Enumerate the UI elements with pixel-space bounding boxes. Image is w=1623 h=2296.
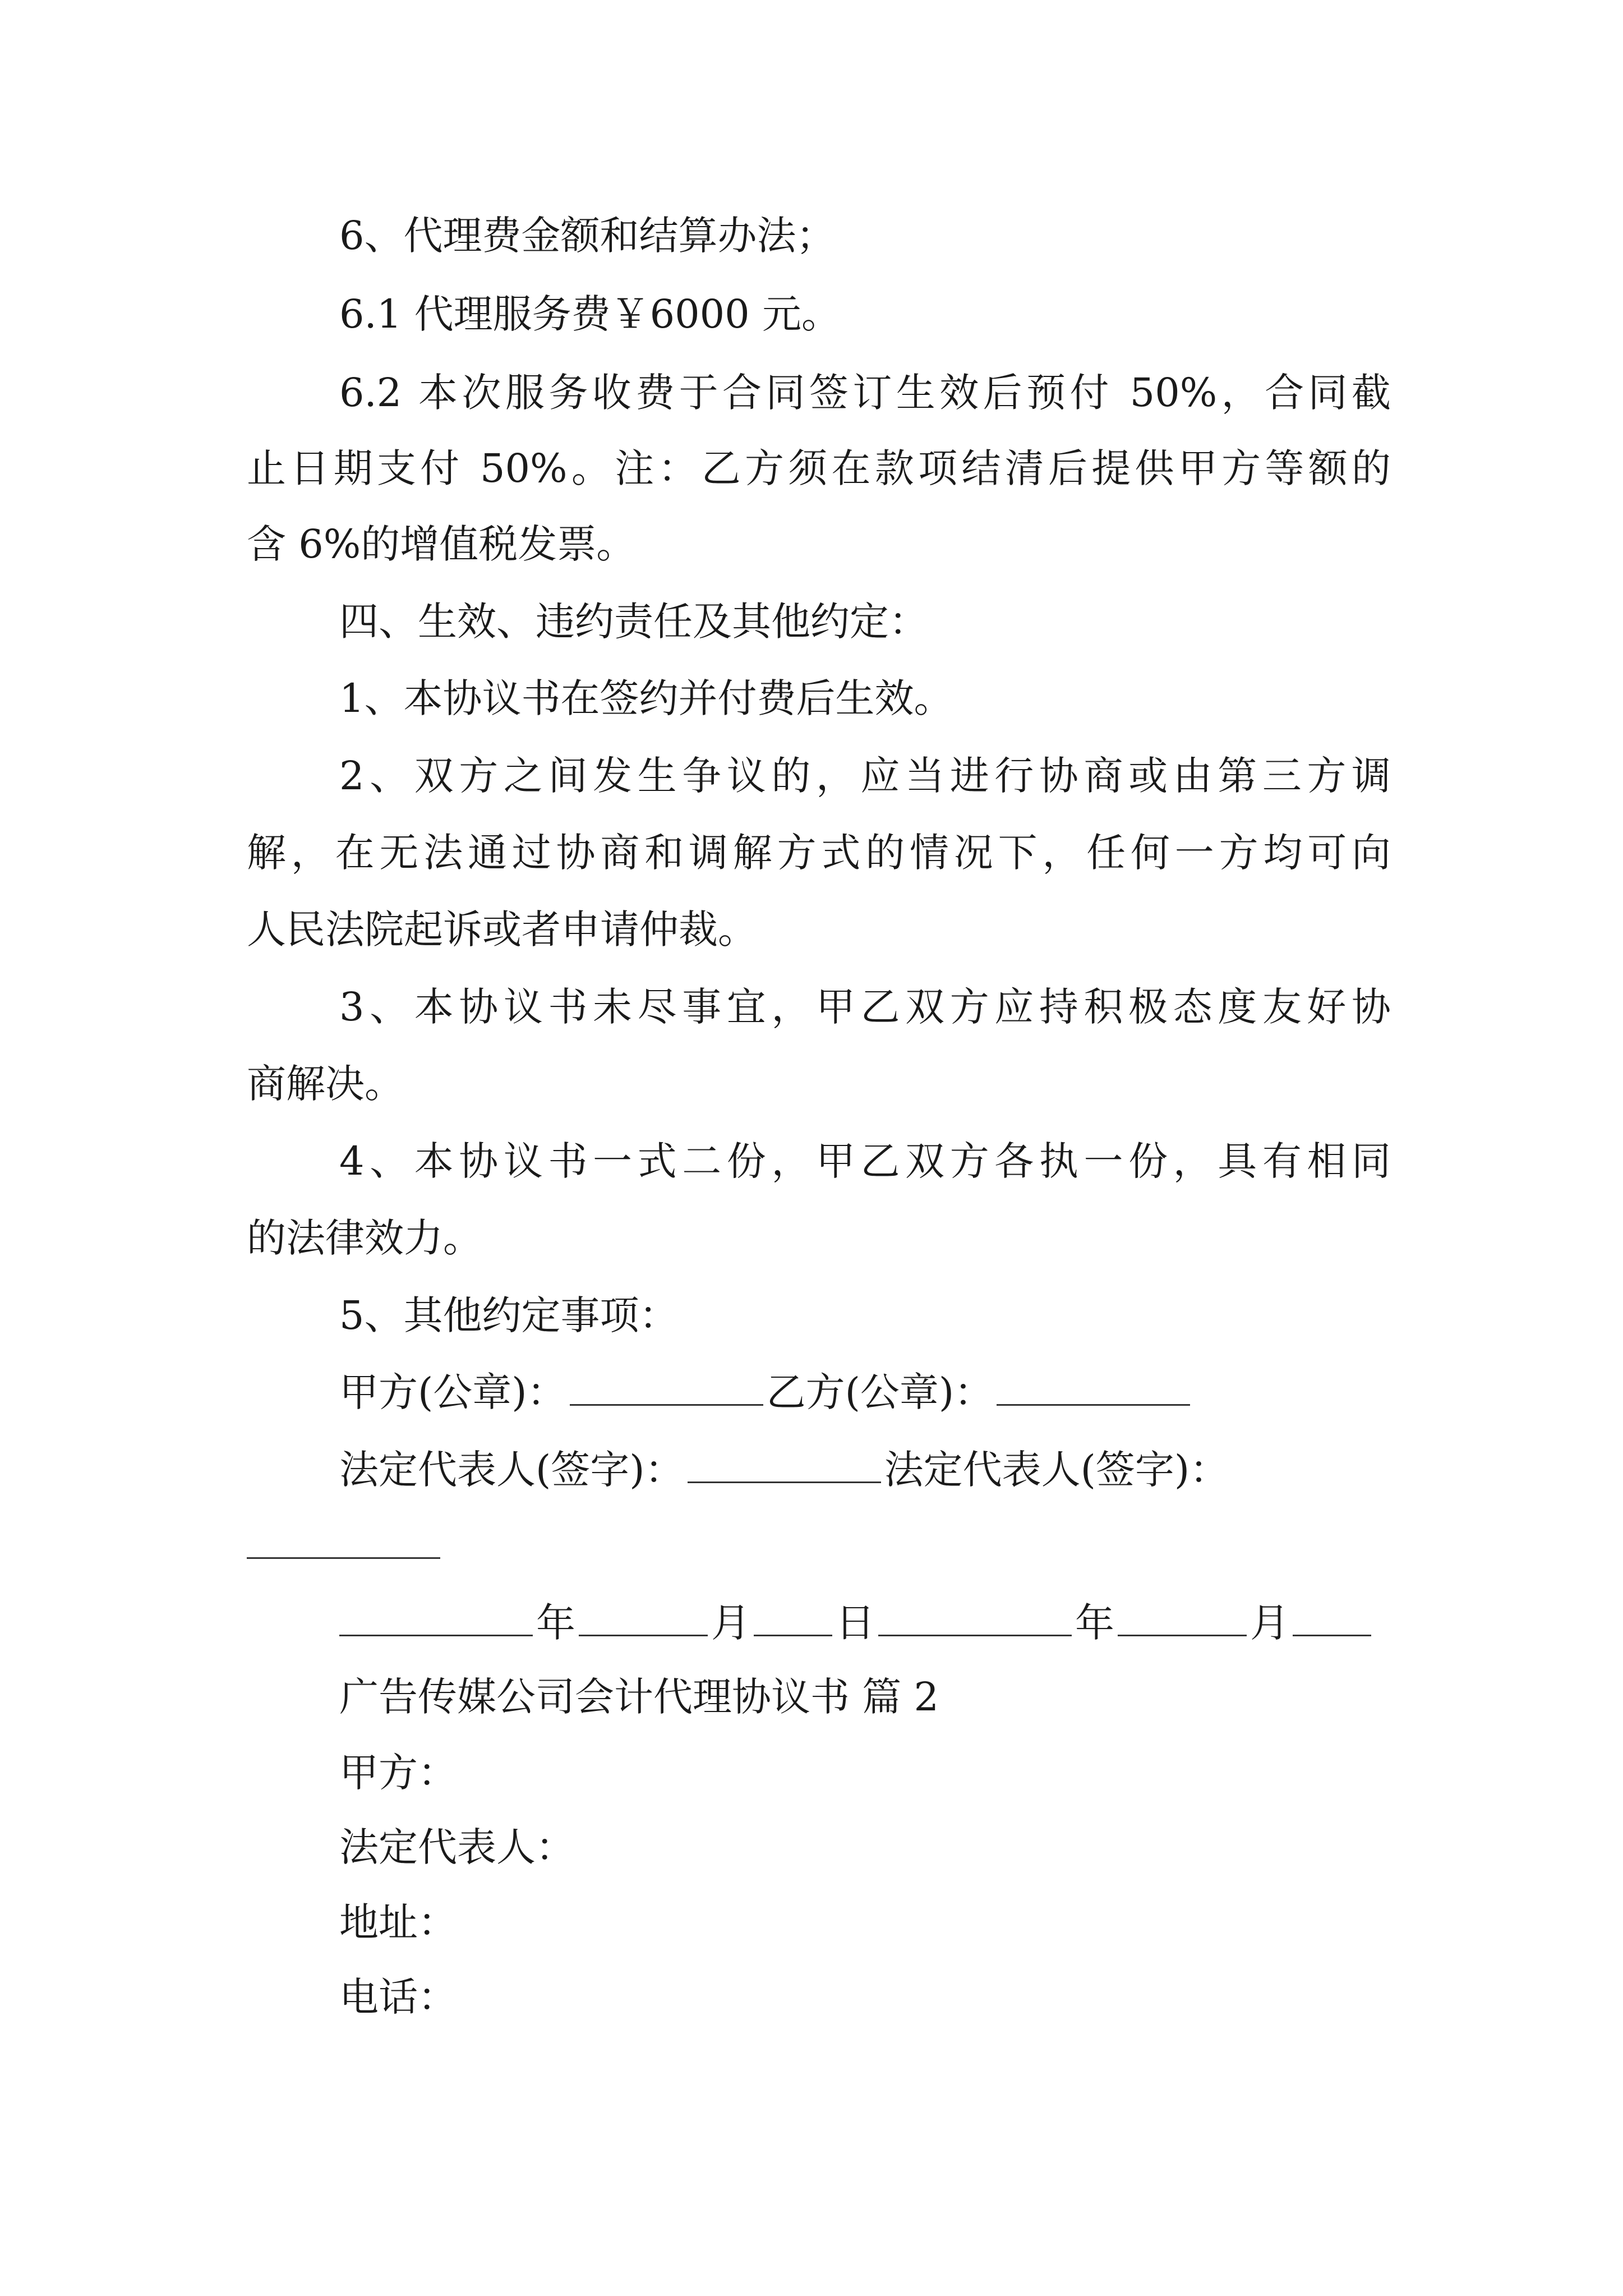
clause-6-heading: 6、代理费金额和结算办法； <box>339 213 836 259</box>
clause-4-4-line-2: 的法律效力。 <box>247 1215 482 1261</box>
month-a-blank <box>579 1632 708 1636</box>
seal-row <box>339 1369 1193 1415</box>
day-b-blank <box>1293 1632 1371 1636</box>
rep-sign-b-row <box>247 1526 444 1565</box>
rep-sign-b-label: 法定代表人(签字)： <box>884 1447 1229 1493</box>
rep-sign-b-blank <box>247 1555 440 1559</box>
clause-4-2-line-1: 2、双方之间发生争议的，应当进行协商或由第三方调 <box>339 753 1391 799</box>
party-b-seal-label: 乙方(公章)： <box>766 1369 994 1415</box>
year-a-blank <box>339 1632 533 1636</box>
clause-6-2-line-2: 止日期支付 50%。注：乙方须在款项结清后提供甲方等额的 <box>247 445 1391 491</box>
month-b-blank <box>1118 1632 1247 1636</box>
section-2-title: 广告传媒公司会计代理协议书 篇 2 <box>339 1674 939 1720</box>
rep-sign-a-blank <box>688 1479 881 1483</box>
rep-sign-row <box>339 1447 1229 1493</box>
clause-4-2-line-2: 解，在无法通过协商和调解方式的情况下，任何一方均可向 <box>247 830 1391 876</box>
clause-4-2-line-3: 人民法院起诉或者申请仲裁。 <box>247 907 757 953</box>
party-a-seal-label: 甲方(公章)： <box>339 1369 566 1415</box>
section-4-heading: 四、生效、违约责任及其他约定： <box>339 599 928 645</box>
clause-4-1: 1、本协议书在签约并付费后生效。 <box>339 675 953 721</box>
rep-sign-a-label: 法定代表人(签字)： <box>339 1447 684 1493</box>
clause-4-3-line-2: 商解决。 <box>247 1061 404 1107</box>
section-2-address: 地址： <box>339 1899 457 1945</box>
clause-6-2-line-1: 6.2 本次服务收费于合同签订生效后预付 50%，合同截 <box>339 370 1391 416</box>
section-2-phone: 电话： <box>339 1974 457 2020</box>
section-2-legal-rep: 法定代表人： <box>339 1824 575 1870</box>
clause-4-3-line-1: 3、本协议书未尽事宜，甲乙双方应持积极态度友好协 <box>339 984 1391 1030</box>
party-a-seal-blank <box>570 1402 763 1406</box>
clause-6-2-line-3: 含 6%的增值税发票。 <box>247 521 636 567</box>
clause-4-4-line-1: 4、本协议书一式二份，甲乙双方各执一份，具有相同 <box>339 1138 1391 1184</box>
day-a-blank <box>754 1632 832 1636</box>
clause-6-1: 6.1 代理服务费￥6000 元。 <box>339 291 841 337</box>
clause-4-5: 5、其他约定事项： <box>339 1292 679 1338</box>
day-a-label: 日 <box>836 1600 875 1646</box>
month-a-label: 月 <box>711 1600 750 1646</box>
date-row <box>339 1600 1375 1646</box>
section-2-party-a: 甲方： <box>339 1750 457 1796</box>
party-b-seal-blank <box>997 1402 1190 1406</box>
year-b-blank <box>878 1632 1072 1636</box>
year-a-label: 年 <box>536 1600 575 1646</box>
month-b-label: 月 <box>1250 1600 1289 1646</box>
year-b-label: 年 <box>1075 1600 1114 1646</box>
